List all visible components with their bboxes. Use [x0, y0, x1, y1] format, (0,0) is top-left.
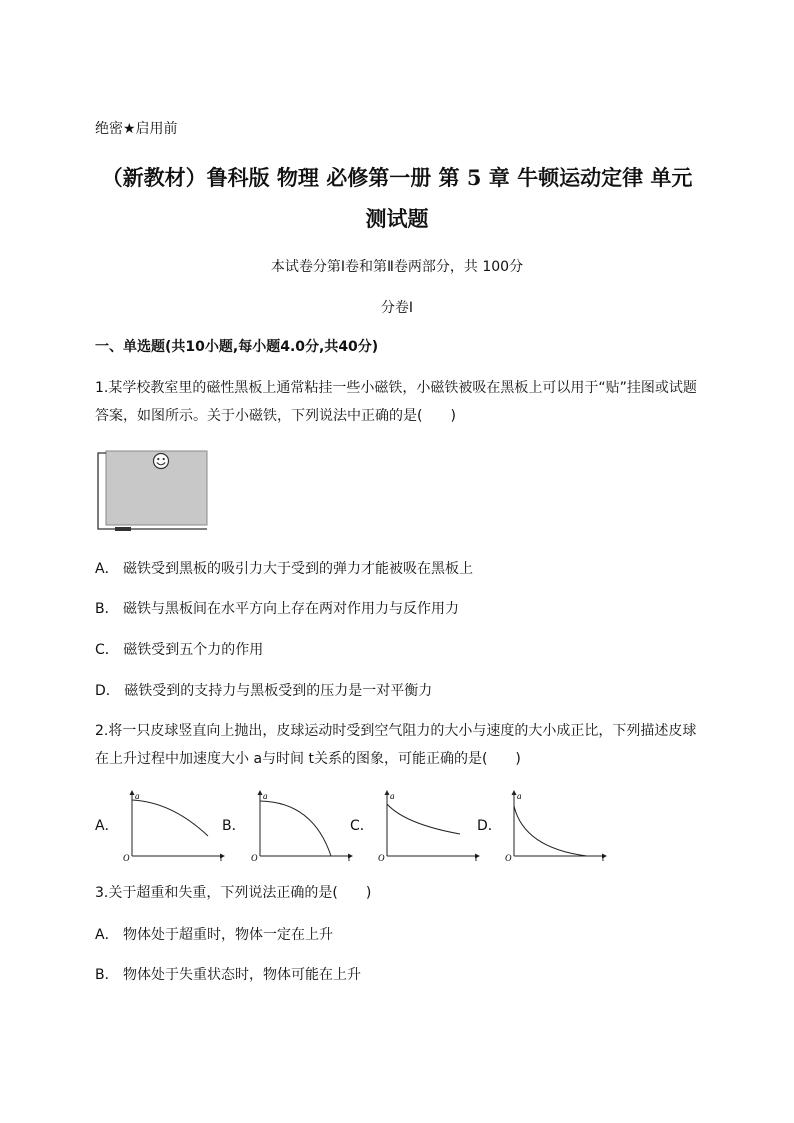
- origin-label: O: [378, 853, 385, 863]
- chalk-tray: [115, 527, 131, 531]
- q2-graph-c: [375, 788, 485, 863]
- q1-option-a: A． 磁铁受到黑板的吸引力大于受到的弹力才能被吸在黑板上: [95, 561, 474, 577]
- q1-option-b: B． 磁铁与黑板间在水平方向上存在两对作用力与反作用力: [95, 601, 460, 617]
- page-title-line1: （新教材）鲁科版 物理 必修第一册 第 5 章 牛顿运动定律 单元: [101, 165, 693, 190]
- y-axis-label: a: [135, 791, 140, 801]
- q3-option-b: B． 物体处于失重状态时，物体可能在上升: [95, 967, 362, 983]
- smiley-magnet-icon: [154, 454, 169, 469]
- y-axis-label: a: [263, 791, 268, 801]
- section-heading: 一、单选题(共10小题,每小题4.0分,共40分): [95, 339, 379, 355]
- q1-option-d: D． 磁铁受到的支持力与黑板受到的压力是一对平衡力: [95, 683, 433, 699]
- q2-graph-a: [120, 788, 230, 863]
- q2-option-a-label: A．: [95, 818, 119, 834]
- q2-option-d-label: D．: [477, 818, 502, 834]
- q1-blackboard-figure: [95, 445, 215, 537]
- q2-option-c-label: C．: [350, 818, 374, 834]
- x-axis-label: t: [220, 853, 223, 863]
- q2-stem-line2: 在上升过程中加速度大小 a与时间 t关系的图象，可能正确的是( ): [95, 751, 521, 767]
- origin-label: O: [505, 853, 512, 863]
- confidential-mark: 绝密★启用前: [95, 121, 178, 137]
- q2-option-b-label: B．: [222, 818, 246, 834]
- q3-option-a: A． 物体处于超重时，物体一定在上升: [95, 927, 334, 943]
- q3-stem-line1: 3.关于超重和失重，下列说法正确的是( ): [95, 885, 372, 901]
- page-title-line2: 测试题: [365, 206, 429, 231]
- q1-stem-line1: 1.某学校教室里的磁性黑板上通常粘挂一些小磁铁，小磁铁被吸在黑板上可以用于“贴”挂图或试题: [95, 380, 697, 396]
- q2-graph-b: [248, 788, 358, 863]
- q1-option-c: C． 磁铁受到五个力的作用: [95, 642, 264, 658]
- x-axis-label: t: [602, 853, 605, 863]
- origin-label: O: [251, 853, 258, 863]
- exam-note: 本试卷分第Ⅰ卷和第Ⅱ卷两部分，共 100分: [270, 259, 524, 275]
- y-axis-label: a: [517, 791, 522, 801]
- y-axis-label: a: [390, 791, 395, 801]
- q1-stem-line2: 答案，如图所示。关于小磁铁，下列说法中正确的是( ): [95, 408, 456, 424]
- part-label: 分卷I: [380, 300, 414, 316]
- x-axis-label: t: [348, 853, 351, 863]
- origin-label: O: [123, 853, 130, 863]
- q2-graph-d: [502, 788, 612, 863]
- x-axis-label: t: [475, 853, 478, 863]
- q2-stem-line1: 2.将一只皮球竖直向上抛出，皮球运动时受到空气阻力的大小与速度的大小成正比，下列描述皮球: [95, 723, 697, 739]
